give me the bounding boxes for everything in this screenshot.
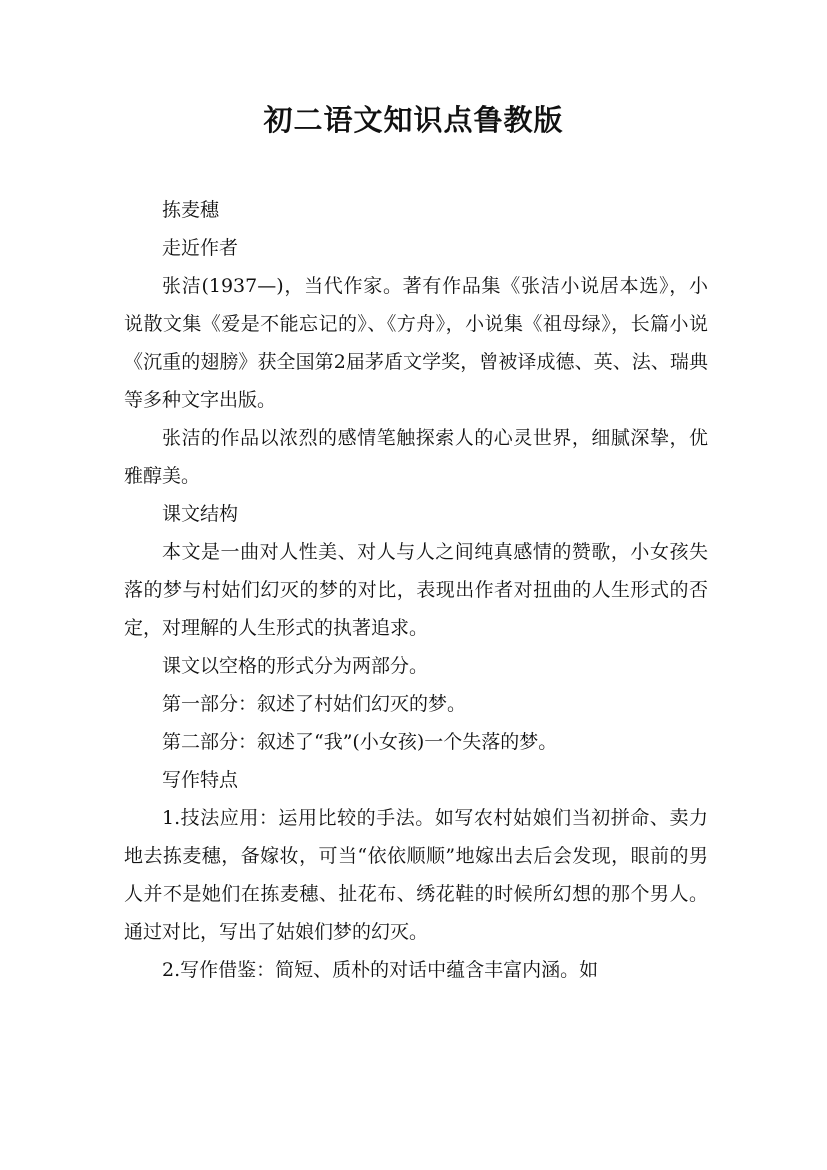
section-heading-writing-features: 写作特点: [162, 769, 239, 791]
document-title: 初二语文知识点鲁教版: [263, 103, 564, 137]
paragraph-text-parts: 课文以空格的形式分为两部分。: [162, 655, 429, 677]
paragraph-part-two: 第二部分：叙述了“我”(小女孩)一个失落的梦。: [162, 731, 558, 753]
paragraph-feature-one: 1.技法应用：运用比较的手法。如写农村姑娘们当初拼命、卖力地去拣麦穗，备嫁妆，可当“依依顺顺”地嫁出去后会发现，眼前的男人并不是她们在拣麦穗、扯花布、绣花鞋的时候所幻想的那个男人。通过对比，写出了姑娘们梦的幻灭。: [124, 807, 708, 943]
section-heading-about-author: 走近作者: [162, 237, 239, 259]
paragraph-text-theme: 本文是一曲对人性美、对人与人之间纯真感情的赞歌，小女孩失落的梦与村姑们幻灭的梦的对比，表现出作者对扭曲的人生形式的否定，对理解的人生形式的执著追求。: [124, 541, 708, 639]
paragraph-part-one: 第一部分：叙述了村姑们幻灭的梦。: [162, 693, 467, 715]
section-heading-text-structure: 课文结构: [162, 503, 239, 525]
document-body: [124, 191, 708, 989]
paragraph-author-style: 张洁的作品以浓烈的感情笔触探索人的心灵世界，细腻深挚，优雅醇美。: [124, 427, 708, 487]
section-heading-lesson-title: 拣麦穗: [162, 199, 220, 221]
paragraph-author-bio: 张洁(1937—)，当代作家。著有作品集《张洁小说居本选》，小说散文集《爱是不能忘记的》、《方舟》，小说集《祖母绿》，长篇小说《沉重的翅膀》获全国第2届茅盾文学奖，曾被译成德、英、法、瑞典等多种文字出版。: [124, 275, 708, 411]
paragraph-feature-two: 2.写作借鉴：简短、质朴的对话中蕴含丰富内涵。如: [162, 959, 599, 981]
